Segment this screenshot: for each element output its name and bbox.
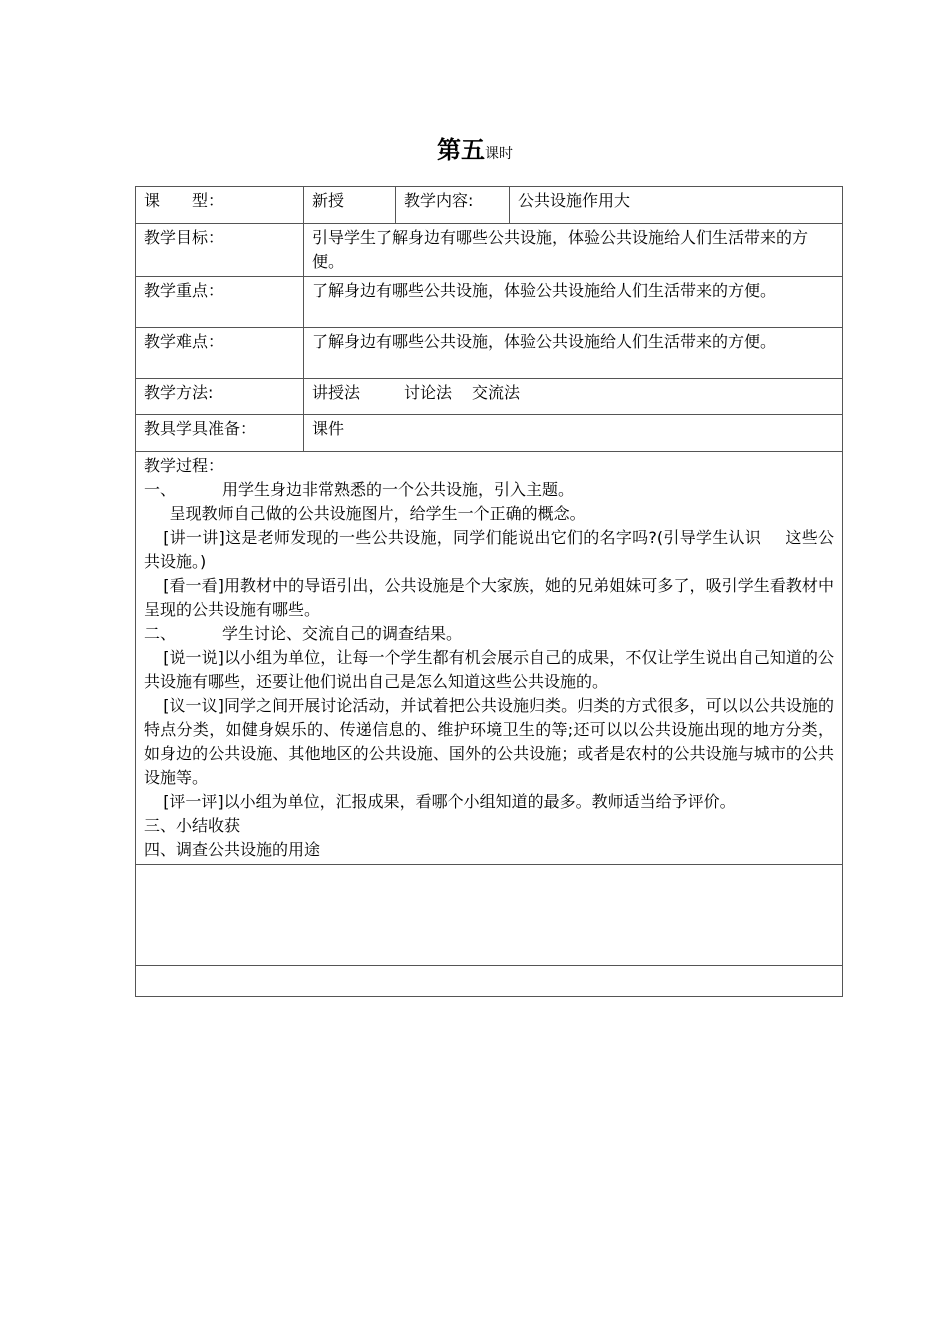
blank-cell-2: [136, 966, 843, 997]
row-difficulty: [136, 328, 843, 379]
section-1: 一、 用学生身边非常熟悉的一个公共设施，引入主题。: [144, 480, 575, 499]
tools-label: 教具学具准备：: [136, 415, 304, 452]
title-suffix: 课时: [485, 146, 513, 162]
paragraph-shuo: [说一说]以小组为单位，让每一个学生都有机会展示自己的成果，不仅让学生说出自己知道的公共设施有哪些，还要让他们说出自己是怎么知道这些公共设施的。: [144, 648, 834, 691]
difficulty-label: 教学难点：: [136, 328, 304, 379]
goal-label: 教学目标：: [136, 224, 304, 277]
type-label: 课 型：: [136, 187, 304, 224]
title-main: 第五: [437, 136, 485, 164]
tools-value: 课件: [304, 415, 843, 452]
row-key-point: [136, 277, 843, 328]
paragraph-1: 呈现教师自己做的公共设施图片，给学生一个正确的概念。: [169, 504, 586, 523]
section-2: 二、 学生讨论、交流自己的调查结果。: [144, 624, 463, 643]
row-tools: [136, 415, 843, 452]
teaching-process: [136, 452, 843, 865]
row-goal: [136, 224, 843, 277]
row-blank-2: [136, 966, 843, 997]
method-2: 讨论法: [404, 383, 453, 402]
page-title: [0, 133, 950, 171]
method-3: 交流法: [472, 383, 521, 402]
type-value: 新授: [304, 187, 396, 224]
method-1: 讲授法: [312, 383, 361, 402]
section-4: 四、调查公共设施的用途: [144, 840, 321, 859]
section-3: 三、小结收获: [144, 816, 241, 835]
row-type: [136, 187, 843, 224]
key-value: 了解身边有哪些公共设施，体验公共设施给人们生活带来的方便。: [304, 277, 843, 328]
row-blank-1: [136, 865, 843, 966]
paragraph-kan: [看一看]用教材中的导语引出，公共设施是个大家族，她的兄弟姐妹可多了，吸引学生看教材中呈现的公共设施有哪些。: [144, 576, 834, 619]
difficulty-value: 了解身边有哪些公共设施，体验公共设施给人们生活带来的方便。: [304, 328, 843, 379]
content-value: 公共设施作用大: [510, 187, 843, 224]
row-method: [136, 379, 843, 415]
paragraph-jiang: [讲一讲]这是老师发现的一些公共设施，同学们能说出它们的名字吗?(引导学生认识 这些公共设施。): [144, 528, 834, 571]
method-values: [304, 379, 843, 415]
row-process: [136, 452, 843, 865]
paragraph-ping: [评一评]以小组为单位，汇报成果，看哪个小组知道的最多。教师适当给予评价。: [163, 792, 736, 811]
method-label: 教学方法:: [136, 379, 304, 415]
lesson-plan-table: [135, 186, 843, 997]
blank-cell-1: [136, 865, 843, 966]
goal-value: 引导学生了解身边有哪些公共设施，体验公共设施给人们生活带来的方便。: [304, 224, 843, 277]
process-heading: 教学过程：: [144, 456, 225, 475]
paragraph-yi: [议一议]同学之间开展讨论活动，并试着把公共设施归类。归类的方式很多，可以以公共设施的特点分类，如健身娱乐的、传递信息的、维护环境卫生的等;还可以以公共设施出现的地方分类，如身边的公共设施、其他地区的公共设施、国外的公共设施；或者是农村的公共设施与城市的公共设施等。: [144, 696, 834, 787]
key-label: 教学重点：: [136, 277, 304, 328]
content-label: 教学内容:: [396, 187, 510, 224]
